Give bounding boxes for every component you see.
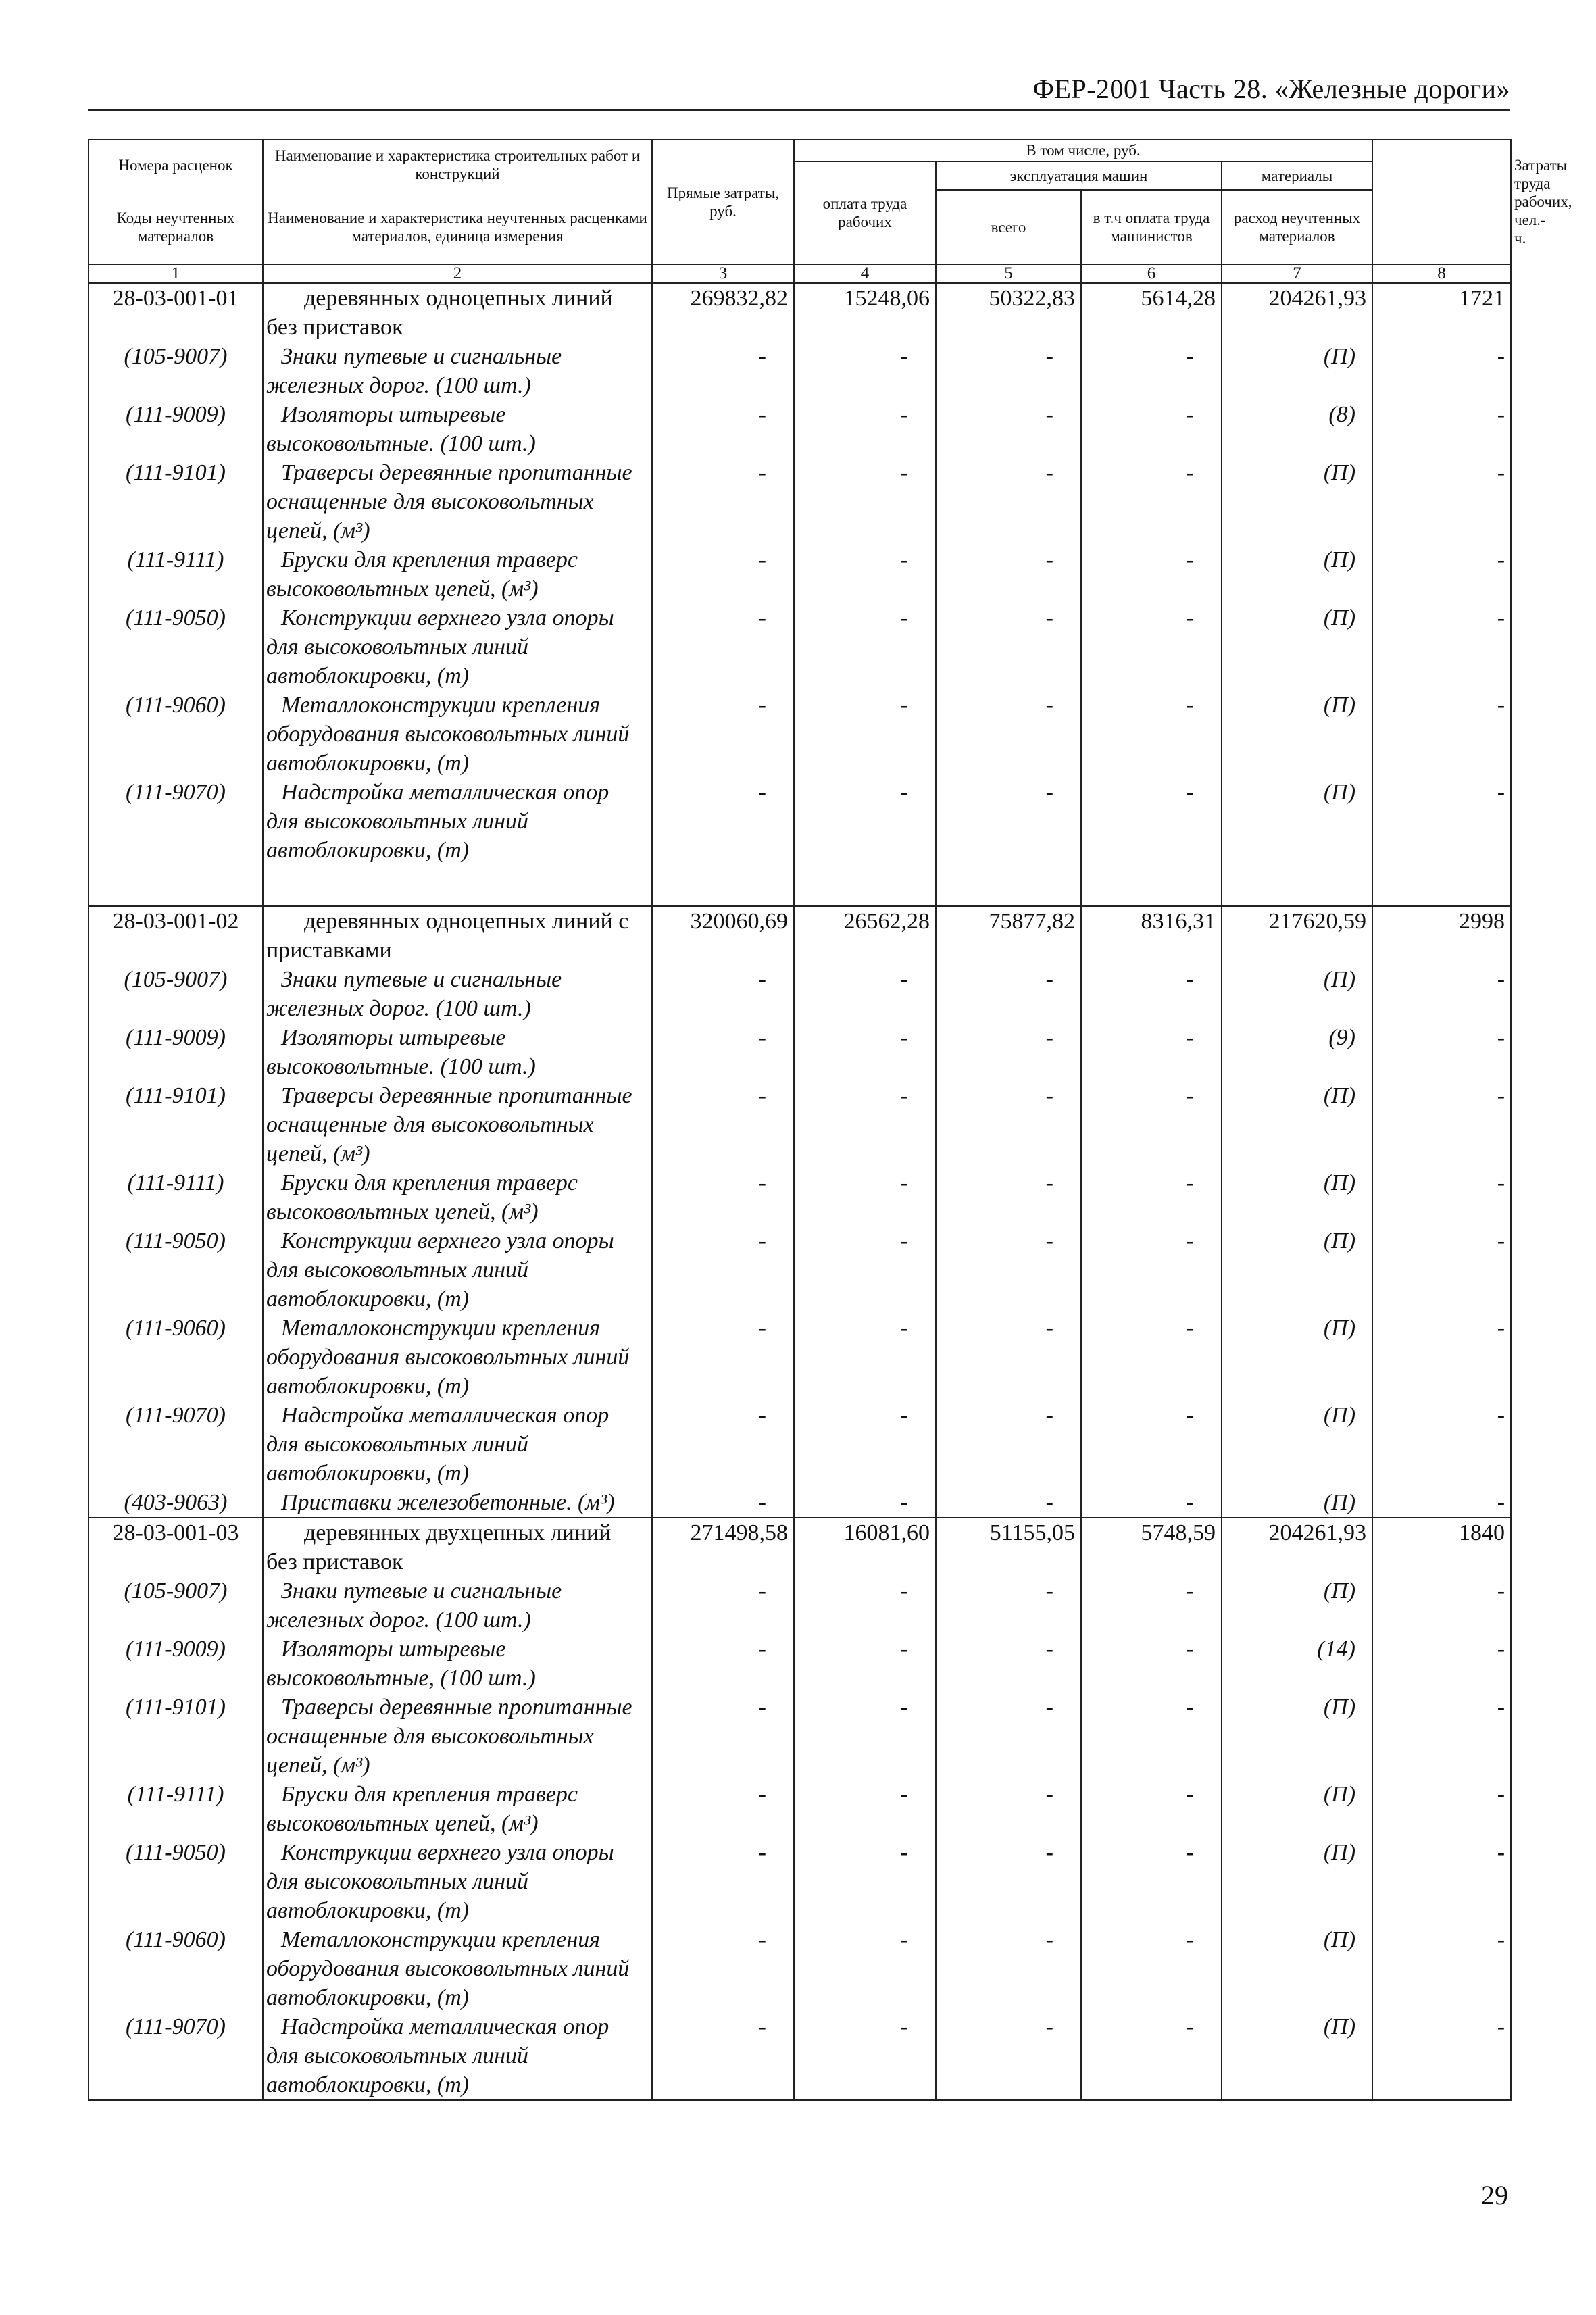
rate-name-text: деревянных одноцепных линий с приставками [266, 909, 629, 963]
dash-cell: - [652, 1780, 794, 1838]
material-row [89, 1023, 1511, 1081]
dash-cell: - [652, 778, 794, 865]
rate-code: 28-03-001-01 [89, 283, 263, 342]
dash-cell: - [1372, 965, 1511, 1023]
dash-cell: - [652, 342, 794, 400]
dash-cell: - [794, 400, 936, 458]
material-code: (105-9007) [89, 342, 263, 400]
dash-cell: - [1081, 545, 1222, 603]
machinist-wages: 5748,59 [1081, 1518, 1222, 1576]
material-name-text: Бруски для крепления траверс высоковольтных цепей, (м³) [266, 1782, 578, 1836]
dash-cell: - [652, 1226, 794, 1314]
dash-cell: - [936, 1226, 1081, 1314]
material-code: (403-9063) [89, 1488, 263, 1518]
material-quantity: (14) [1222, 1635, 1372, 1693]
dash-cell: - [1372, 458, 1511, 545]
dash-cell: - [936, 1693, 1081, 1780]
rate-name [263, 1518, 652, 1576]
dash-cell: - [1081, 1780, 1222, 1838]
dash-cell: - [652, 1314, 794, 1401]
material-name-text: Знаки путевые и сигнальные железных дорог. (100 шт.) [266, 967, 562, 1021]
dash-cell: - [936, 2012, 1081, 2100]
spacer-cell [1081, 865, 1222, 906]
dash-cell: - [1081, 1401, 1222, 1488]
col-num: 5 [936, 264, 1081, 283]
col-num: 6 [1081, 264, 1222, 283]
material-row [89, 1168, 1511, 1226]
material-code: (111-9009) [89, 400, 263, 458]
dash-cell: - [1081, 1635, 1222, 1693]
rate-name [263, 906, 652, 965]
dash-cell: - [1081, 691, 1222, 778]
col1-bottom-label: Коды неучтенных материалов [89, 190, 263, 264]
col-num: 1 [89, 264, 263, 283]
material-name-text: Траверсы деревянные пропитанные оснащенные для высоковольтных цепей, (м³) [266, 460, 632, 543]
material-row [89, 545, 1511, 603]
dash-cell: - [1372, 778, 1511, 865]
labor-hours: 1721 [1372, 283, 1511, 342]
col7-label: расход неучтенных материалов [1222, 190, 1372, 264]
rates-table-wrapper [88, 139, 1572, 2101]
dash-cell: - [794, 458, 936, 545]
col-num: 7 [1222, 264, 1372, 283]
col5-label: всего [936, 190, 1081, 264]
dash-cell: - [1372, 1488, 1511, 1518]
materials-cost: 217620,59 [1222, 906, 1372, 965]
labor-wages: 15248,06 [794, 283, 936, 342]
dash-cell: - [794, 1488, 936, 1518]
dash-cell: - [1081, 1023, 1222, 1081]
machines-label: эксплуатация машин [936, 161, 1222, 190]
dash-cell: - [1081, 1226, 1222, 1314]
dash-cell: - [794, 1081, 936, 1168]
spacer-cell [89, 865, 263, 906]
dash-cell: - [936, 778, 1081, 865]
material-quantity: (П) [1222, 1838, 1372, 1925]
material-row [89, 458, 1511, 545]
dash-cell: - [1372, 342, 1511, 400]
dash-cell: - [1372, 1401, 1511, 1488]
material-name [263, 458, 652, 545]
dash-cell: - [794, 1780, 936, 1838]
spacer-cell [936, 865, 1081, 906]
material-row [89, 1838, 1511, 1925]
dash-cell: - [936, 400, 1081, 458]
material-row [89, 965, 1511, 1023]
dash-cell: - [936, 1576, 1081, 1635]
material-code: (111-9050) [89, 1838, 263, 1925]
material-name-text: Приставки железобетонные. (м³) [281, 1490, 615, 1515]
dash-cell: - [936, 1488, 1081, 1518]
dash-cell: - [1081, 400, 1222, 458]
dash-cell: - [652, 1081, 794, 1168]
dash-cell: - [794, 1925, 936, 2012]
material-code: (111-9101) [89, 1693, 263, 1780]
dash-cell: - [794, 342, 936, 400]
dash-cell: - [936, 1023, 1081, 1081]
rate-row [89, 1518, 1511, 1576]
dash-cell: - [652, 1401, 794, 1488]
spacer-cell [794, 865, 936, 906]
material-name-text: Знаки путевые и сигнальные железных дорог. (100 шт.) [266, 344, 562, 398]
material-name-text: Металлоконструкции крепления оборудования высоковольтных линий автоблокировки, (т) [266, 1927, 630, 2010]
material-quantity: (П) [1222, 1693, 1372, 1780]
dash-cell: - [652, 2012, 794, 2100]
col3-label: Прямые затраты, руб. [652, 139, 794, 264]
col2-bottom-label: Наименование и характеристика неучтенных расценками материалов, единица измерения [263, 190, 652, 264]
material-row [89, 1401, 1511, 1488]
material-name [263, 1168, 652, 1226]
material-row [89, 1226, 1511, 1314]
material-name [263, 1081, 652, 1168]
material-name [263, 545, 652, 603]
material-name [263, 1226, 652, 1314]
material-code: (111-9050) [89, 603, 263, 691]
dash-cell: - [1081, 458, 1222, 545]
material-name [263, 1023, 652, 1081]
dash-cell: - [1372, 1780, 1511, 1838]
material-name [263, 400, 652, 458]
material-name [263, 1838, 652, 1925]
material-quantity: (П) [1222, 965, 1372, 1023]
material-code: (111-9111) [89, 1780, 263, 1838]
dash-cell: - [652, 458, 794, 545]
dash-cell: - [794, 1168, 936, 1226]
dash-cell: - [1081, 1693, 1222, 1780]
dash-cell: - [936, 342, 1081, 400]
rate-row [89, 906, 1511, 965]
material-name-text: Изоляторы штыревые высоковольтные. (100 шт.) [266, 402, 536, 456]
direct-costs: 269832,82 [652, 283, 794, 342]
direct-costs: 320060,69 [652, 906, 794, 965]
dash-cell: - [652, 965, 794, 1023]
page-number: 29 [1481, 2180, 1508, 2210]
material-name-text: Металлоконструкции крепления оборудования высоковольтных линий автоблокировки, (т) [266, 693, 630, 776]
dash-cell: - [936, 545, 1081, 603]
dash-cell: - [1372, 1226, 1511, 1314]
dash-cell: - [1372, 545, 1511, 603]
labor-hours: 2998 [1372, 906, 1511, 965]
dash-cell: - [936, 965, 1081, 1023]
dash-cell: - [652, 1838, 794, 1925]
material-code: (111-9060) [89, 1925, 263, 2012]
material-quantity: (8) [1222, 400, 1372, 458]
col-num: 2 [263, 264, 652, 283]
material-row [89, 1576, 1511, 1635]
dash-cell: - [1372, 1925, 1511, 2012]
dash-cell: - [794, 1693, 936, 1780]
material-quantity: (П) [1222, 1226, 1372, 1314]
dash-cell: - [1372, 1081, 1511, 1168]
dash-cell: - [794, 603, 936, 691]
material-name-text: Надстройка металлическая опор для высоковольтных линий автоблокировки, (т) [266, 1403, 609, 1486]
material-name [263, 691, 652, 778]
material-row [89, 1081, 1511, 1168]
machine-total: 75877,82 [936, 906, 1081, 965]
material-name [263, 1693, 652, 1780]
dash-cell: - [1372, 1023, 1511, 1081]
dash-cell: - [936, 1925, 1081, 2012]
dash-cell: - [652, 545, 794, 603]
material-quantity: (П) [1222, 778, 1372, 865]
rate-row [89, 283, 1511, 342]
dash-cell: - [1372, 603, 1511, 691]
dash-cell: - [1081, 778, 1222, 865]
material-quantity: (П) [1222, 691, 1372, 778]
dash-cell: - [794, 2012, 936, 2100]
material-row [89, 778, 1511, 865]
dash-cell: - [794, 691, 936, 778]
dash-cell: - [1372, 400, 1511, 458]
material-code: (111-9060) [89, 1314, 263, 1401]
material-row [89, 1693, 1511, 1780]
material-row [89, 1925, 1511, 2012]
material-quantity: (9) [1222, 1023, 1372, 1081]
dash-cell: - [1372, 1168, 1511, 1226]
dash-cell: - [1081, 1925, 1222, 2012]
dash-cell: - [1372, 1314, 1511, 1401]
dash-cell: - [1372, 1576, 1511, 1635]
dash-cell: - [794, 1401, 936, 1488]
table-header: Номера расценок Наименование и характеристика строительных работ и конструкций Прямые затраты, руб. В том числе, руб. Затраты труда рабочих, чел.-ч. оплата труда рабочих эксплуатация машин материалы Коды неучтенных материалов Наименование и характеристика неучтенных расценками материалов, единица измерения всего в т.ч оплата труда машинистов расход неучтенных материалов 1 2 3 4 5 6 7 8 [89, 139, 1511, 283]
material-code: (111-9111) [89, 545, 263, 603]
dash-cell: - [794, 1576, 936, 1635]
machinist-wages: 8316,31 [1081, 906, 1222, 965]
dash-cell: - [1372, 1838, 1511, 1925]
labor-wages: 16081,60 [794, 1518, 936, 1576]
material-name [263, 1780, 652, 1838]
material-row [89, 1635, 1511, 1693]
dash-cell: - [1372, 1635, 1511, 1693]
material-name-text: Знаки путевые и сигнальные железных дорог. (100 шт.) [266, 1578, 562, 1633]
material-code: (111-9070) [89, 778, 263, 865]
dash-cell: - [1372, 1693, 1511, 1780]
material-row [89, 1314, 1511, 1401]
material-name-text: Металлоконструкции крепления оборудования высоковольтных линий автоблокировки, (т) [266, 1316, 630, 1399]
dash-cell: - [936, 1168, 1081, 1226]
dash-cell: - [1081, 1838, 1222, 1925]
dash-cell: - [936, 1401, 1081, 1488]
material-name [263, 965, 652, 1023]
material-name-text: Надстройка металлическая опор для высоковольтных линий автоблокировки, (т) [266, 780, 609, 863]
material-code: (111-9009) [89, 1635, 263, 1693]
machinist-wages: 5614,28 [1081, 283, 1222, 342]
material-name [263, 1314, 652, 1401]
material-code: (111-9101) [89, 1081, 263, 1168]
dash-cell: - [794, 1635, 936, 1693]
dash-cell: - [1372, 2012, 1511, 2100]
material-quantity: (П) [1222, 1168, 1372, 1226]
dash-cell: - [1081, 1168, 1222, 1226]
spacer-cell [263, 865, 652, 906]
material-name-text: Траверсы деревянные пропитанные оснащенные для высоковольтных цепей, (м³) [266, 1695, 632, 1778]
column-numbers-row [89, 264, 1511, 283]
material-name [263, 1401, 652, 1488]
material-name-text: Изоляторы штыревые высоковольтные. (100 шт.) [266, 1025, 536, 1079]
dash-cell: - [936, 691, 1081, 778]
col7-spacer [1372, 139, 1511, 161]
dash-cell: - [1372, 691, 1511, 778]
dash-cell: - [794, 965, 936, 1023]
page-header: ФЕР-2001 Часть 28. «Железные дороги» [1032, 74, 1510, 104]
material-row [89, 342, 1511, 400]
dash-cell: - [794, 778, 936, 865]
col-num: 4 [794, 264, 936, 283]
dash-cell: - [1081, 1314, 1222, 1401]
dash-cell: - [1081, 2012, 1222, 2100]
material-name [263, 342, 652, 400]
rate-name [263, 283, 652, 342]
material-quantity: (П) [1222, 2012, 1372, 2100]
dash-cell: - [652, 1023, 794, 1081]
material-row [89, 1780, 1511, 1838]
dash-cell: - [652, 1635, 794, 1693]
dash-cell: - [936, 1314, 1081, 1401]
dash-cell: - [794, 545, 936, 603]
material-name [263, 603, 652, 691]
dash-cell: - [652, 1693, 794, 1780]
col2-top-label: Наименование и характеристика строительных работ и конструкций [263, 139, 652, 190]
machine-total: 51155,05 [936, 1518, 1081, 1576]
col-num: 3 [652, 264, 794, 283]
material-quantity: (П) [1222, 1576, 1372, 1635]
dash-cell: - [936, 458, 1081, 545]
material-name-text: Конструкции верхнего узла опоры для высоковольтных линий автоблокировки, (т) [266, 605, 614, 689]
dash-cell: - [652, 1488, 794, 1518]
dash-cell: - [1081, 1576, 1222, 1635]
material-quantity: (П) [1222, 1314, 1372, 1401]
dash-cell: - [652, 691, 794, 778]
material-code: (111-9009) [89, 1023, 263, 1081]
dash-cell: - [936, 1780, 1081, 1838]
material-code: (111-9060) [89, 691, 263, 778]
dash-cell: - [936, 1081, 1081, 1168]
materials-label: материалы [1222, 161, 1372, 190]
material-quantity: (П) [1222, 545, 1372, 603]
material-code: (105-9007) [89, 965, 263, 1023]
dash-cell: - [1081, 965, 1222, 1023]
group-label: В том числе, руб. [794, 139, 1372, 161]
material-name-text: Конструкции верхнего узла опоры для высоковольтных линий автоблокировки, (т) [266, 1840, 614, 1923]
material-row [89, 691, 1511, 778]
col4-label: оплата труда рабочих [794, 161, 936, 264]
material-name-text: Траверсы деревянные пропитанные оснащенные для высоковольтных цепей, (м³) [266, 1083, 632, 1166]
material-name [263, 2012, 652, 2100]
material-quantity: (П) [1222, 458, 1372, 545]
dash-cell: - [936, 1635, 1081, 1693]
material-name [263, 1488, 652, 1518]
dash-cell: - [652, 400, 794, 458]
material-code: (111-9111) [89, 1168, 263, 1226]
material-name-text: Конструкции верхнего узла опоры для высоковольтных линий автоблокировки, (т) [266, 1228, 614, 1312]
material-code: (105-9007) [89, 1576, 263, 1635]
material-row [89, 400, 1511, 458]
material-name [263, 1635, 652, 1693]
material-quantity: (П) [1222, 1488, 1372, 1518]
materials-cost: 204261,93 [1222, 1518, 1372, 1576]
rate-code: 28-03-001-03 [89, 1518, 263, 1576]
material-name-text: Бруски для крепления траверс высоковольтных цепей, (м³) [266, 1170, 578, 1224]
dash-cell: - [652, 603, 794, 691]
dash-cell: - [936, 1838, 1081, 1925]
material-name-text: Надстройка металлическая опор для высоковольтных линий автоблокировки, (т) [266, 2014, 609, 2097]
rate-code: 28-03-001-02 [89, 906, 263, 965]
rate-name-text: деревянных двухцепных линий без приставок [266, 1520, 612, 1574]
rates-table [88, 139, 1572, 2101]
dash-cell: - [1081, 1488, 1222, 1518]
material-quantity: (П) [1222, 1081, 1372, 1168]
material-name [263, 1925, 652, 2012]
material-row [89, 603, 1511, 691]
machine-total: 50322,83 [936, 283, 1081, 342]
dash-cell: - [652, 1168, 794, 1226]
material-quantity: (П) [1222, 1780, 1372, 1838]
material-name [263, 1576, 652, 1635]
material-code: (111-9070) [89, 1401, 263, 1488]
labor-wages: 26562,28 [794, 906, 936, 965]
header-rule [88, 109, 1510, 111]
material-quantity: (П) [1222, 1401, 1372, 1488]
direct-costs: 271498,58 [652, 1518, 794, 1576]
dash-cell: - [652, 1925, 794, 2012]
col-num: 8 [1372, 264, 1511, 283]
spacer-cell [652, 865, 794, 906]
col1-top-label: Номера расценок [89, 139, 263, 190]
materials-cost: 204261,93 [1222, 283, 1372, 342]
dash-cell: - [794, 1314, 936, 1401]
spacer-cell [1372, 865, 1511, 906]
dash-cell: - [794, 1226, 936, 1314]
dash-cell: - [794, 1838, 936, 1925]
labor-hours: 1840 [1372, 1518, 1511, 1576]
material-quantity: (П) [1222, 342, 1372, 400]
table-body [89, 283, 1511, 2100]
material-quantity: (П) [1222, 603, 1372, 691]
material-code: (111-9101) [89, 458, 263, 545]
dash-cell: - [1081, 342, 1222, 400]
col6-label: в т.ч оплата труда машинистов [1081, 190, 1222, 264]
material-name [263, 778, 652, 865]
dash-cell: - [1081, 1081, 1222, 1168]
rate-name-text: деревянных одноцепных линий без приставок [266, 286, 613, 340]
dash-cell: - [794, 1023, 936, 1081]
material-name-text: Изоляторы штыревые высоковольтные, (100 шт.) [266, 1637, 536, 1691]
dash-cell: - [936, 603, 1081, 691]
material-name-text: Бруски для крепления траверс высоковольтных цепей, (м³) [266, 547, 578, 601]
spacer-cell [1222, 865, 1372, 906]
material-quantity: (П) [1222, 1925, 1372, 2012]
spacer-row [89, 865, 1511, 906]
material-row [89, 1488, 1511, 1518]
material-row [89, 2012, 1511, 2100]
dash-cell: - [652, 1576, 794, 1635]
dash-cell: - [1081, 603, 1222, 691]
material-code: (111-9070) [89, 2012, 263, 2100]
material-code: (111-9050) [89, 1226, 263, 1314]
